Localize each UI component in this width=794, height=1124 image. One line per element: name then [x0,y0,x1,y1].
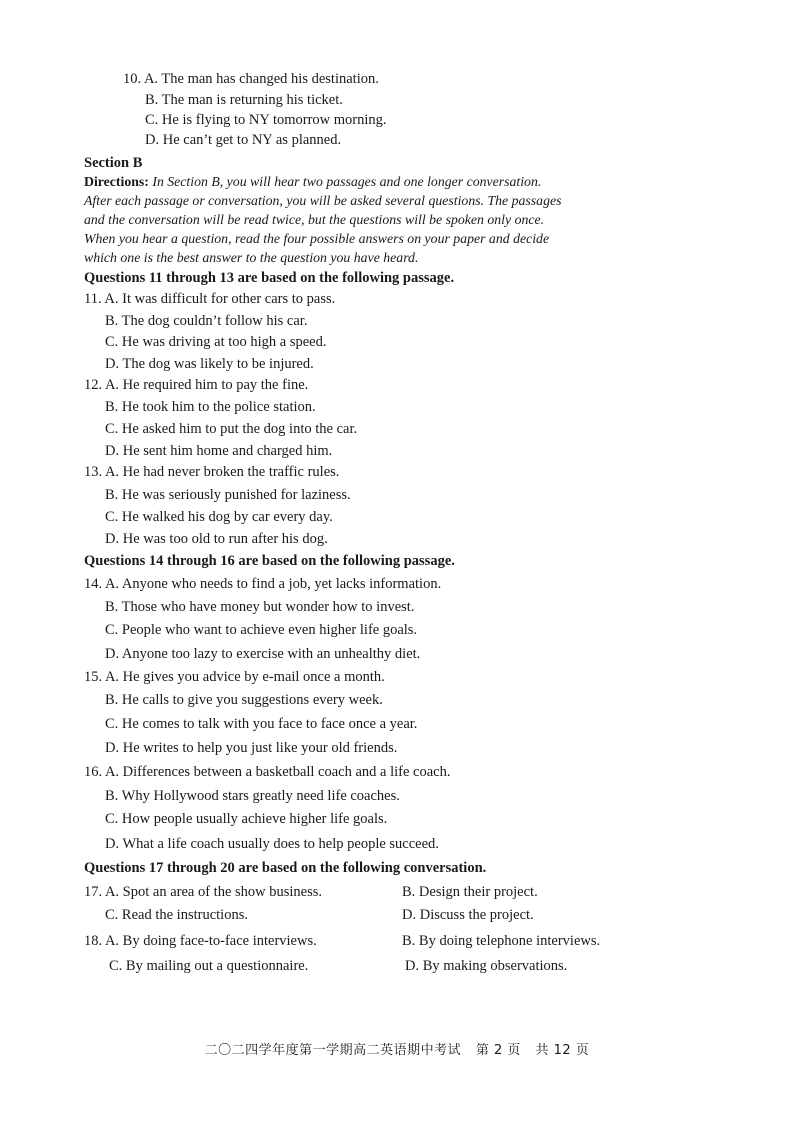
q10-option-c: C. He is flying to NY tomorrow morning. [145,112,387,128]
q17-option-a: 17. A. Spot an area of the show business. [84,884,323,900]
q10-option-a: 10. A. The man has changed his destination. [123,71,379,87]
q13-option-c: C. He walked his dog by car every day. [105,509,333,525]
q10-option-b: B. The man is returning his ticket. [145,92,343,108]
q15-option-a: 15. A. He gives you advice by e-mail once a month. [84,669,385,685]
q11-option-b: B. The dog couldn’t follow his car. [105,313,308,329]
q18-option-c: C. By mailing out a questionnaire. [109,958,309,974]
section-b-title: Section B [84,155,143,171]
q10-option-d: D. He can’t get to NY as planned. [145,132,342,148]
q14-option-a: 14. A. Anyone who needs to find a job, yet lacks information. [84,576,442,592]
q16-option-d: D. What a life coach usually does to help people succeed. [105,836,439,852]
directions-line-3: and the conversation will be read twice, but the questions will be spoken only once. [84,212,545,227]
q15-option-b: B. He calls to give you suggestions every week. [105,692,383,708]
group-heading-14-16: Questions 14 through 16 are based on the following passage. [84,553,455,569]
directions-label: Directions: [84,174,149,189]
q13-option-b: B. He was seriously punished for laziness. [105,487,351,503]
q17-option-b: B. Design their project. [402,884,538,900]
directions-line-2: After each passage or conversation, you will be asked several questions. The passages [84,193,562,208]
q15-option-d: D. He writes to help you just like your old friends. [105,740,398,756]
q18-option-d: D. By making observations. [405,958,568,974]
q17-option-d: D. Discuss the project. [402,907,534,923]
directions-line-5: which one is the best answer to the question you have heard. [84,250,419,265]
q14-option-b: B. Those who have money but wonder how to invest. [105,599,415,615]
group-heading-17-20: Questions 17 through 20 are based on the following conversation. [84,860,487,876]
q18-option-a: 18. A. By doing face-to-face interviews. [84,933,317,949]
q18-option-b: B. By doing telephone interviews. [402,933,601,949]
q12-option-d: D. He sent him home and charged him. [105,443,333,459]
q13-option-d: D. He was too old to run after his dog. [105,531,328,547]
footer-exam-title: 二〇二四学年度第一学期高二英语期中考试 [204,1043,462,1058]
q16-option-a: 16. A. Differences between a basketball coach and a life coach. [84,764,451,780]
q11-option-c: C. He was driving at too high a speed. [105,334,327,350]
q12-option-a: 12. A. He required him to pay the fine. [84,377,309,393]
q13-option-a: 13. A. He had never broken the traffic rules. [84,464,340,480]
q12-option-b: B. He took him to the police station. [105,399,316,415]
group-heading-11-13: Questions 11 through 13 are based on the following passage. [84,270,455,286]
q15-option-c: C. He comes to talk with you face to face once a year. [105,716,418,732]
q16-option-b: B. Why Hollywood stars greatly need life coaches. [105,788,400,804]
q17-option-c: C. Read the instructions. [105,907,248,923]
q14-option-d: D. Anyone too lazy to exercise with an unhealthy diet. [105,646,421,662]
q12-option-c: C. He asked him to put the dog into the car. [105,421,358,437]
directions-line-1 [84,173,541,191]
q11-option-a: 11. A. It was difficult for other cars to pass. [84,291,336,307]
footer-page-number: 第 2 页 [475,1043,521,1058]
q11-option-d: D. The dog was likely to be injured. [105,356,314,372]
q16-option-c: C. How people usually achieve higher life goals. [105,811,388,827]
footer-page-total: 共 12 页 [535,1043,590,1058]
page-footer [0,1039,794,1058]
q14-option-c: C. People who want to achieve even higher life goals. [105,622,418,638]
directions-line-4: When you hear a question, read the four possible answers on your paper and decide [84,231,550,246]
directions-text-1: In Section B, you will hear two passages and one longer conversation. [152,174,542,189]
